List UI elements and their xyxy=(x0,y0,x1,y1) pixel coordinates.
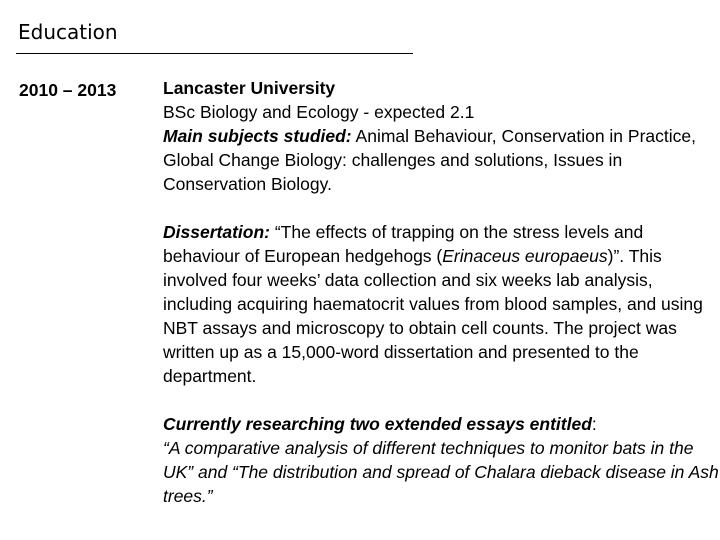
species-name: Erinaceus europaeus xyxy=(442,246,608,266)
dissertation-description: )”. This involved four weeks’ data collection and six weeks lab analysis, including acquiring haematocrit values from blood samples, and using NBT assays and microscopy to obtain cell counts. The project was written up as a 15,000-word dissertation and presented to the department. xyxy=(163,246,703,386)
degree: BSc Biology and Ecology - expected 2.1 xyxy=(163,102,475,122)
dissertation-paragraph xyxy=(163,220,719,388)
subjects-paragraph xyxy=(163,124,719,196)
heading-divider xyxy=(16,53,413,54)
dissertation-label: Dissertation: xyxy=(163,222,270,242)
institution-name: Lancaster University xyxy=(163,78,336,98)
subjects-label: Main subjects studied: xyxy=(163,126,352,146)
research-paragraph xyxy=(163,412,719,508)
research-colon: : xyxy=(591,414,597,434)
research-titles: “A comparative analysis of different techniques to monitor bats in the UK” and “The distribution and spread of Chalara dieback disease in Ash trees.” xyxy=(163,438,719,506)
dissertation-title-start: “The effects of trapping on the stress levels and behaviour of European hedgehogs ( xyxy=(163,222,644,266)
date-range: 2010 – 2013 xyxy=(19,80,117,100)
subjects-text: Animal Behaviour, Conservation in Practice, Global Change Biology: challenges and solutions, Issues in Conservation Biology. xyxy=(163,126,696,194)
education-entry xyxy=(163,76,719,508)
paragraph-gap xyxy=(163,388,719,412)
paragraph-gap xyxy=(163,196,719,220)
section-heading: Education xyxy=(18,20,118,44)
research-label: Currently researching two extended essays entitled xyxy=(163,414,592,434)
